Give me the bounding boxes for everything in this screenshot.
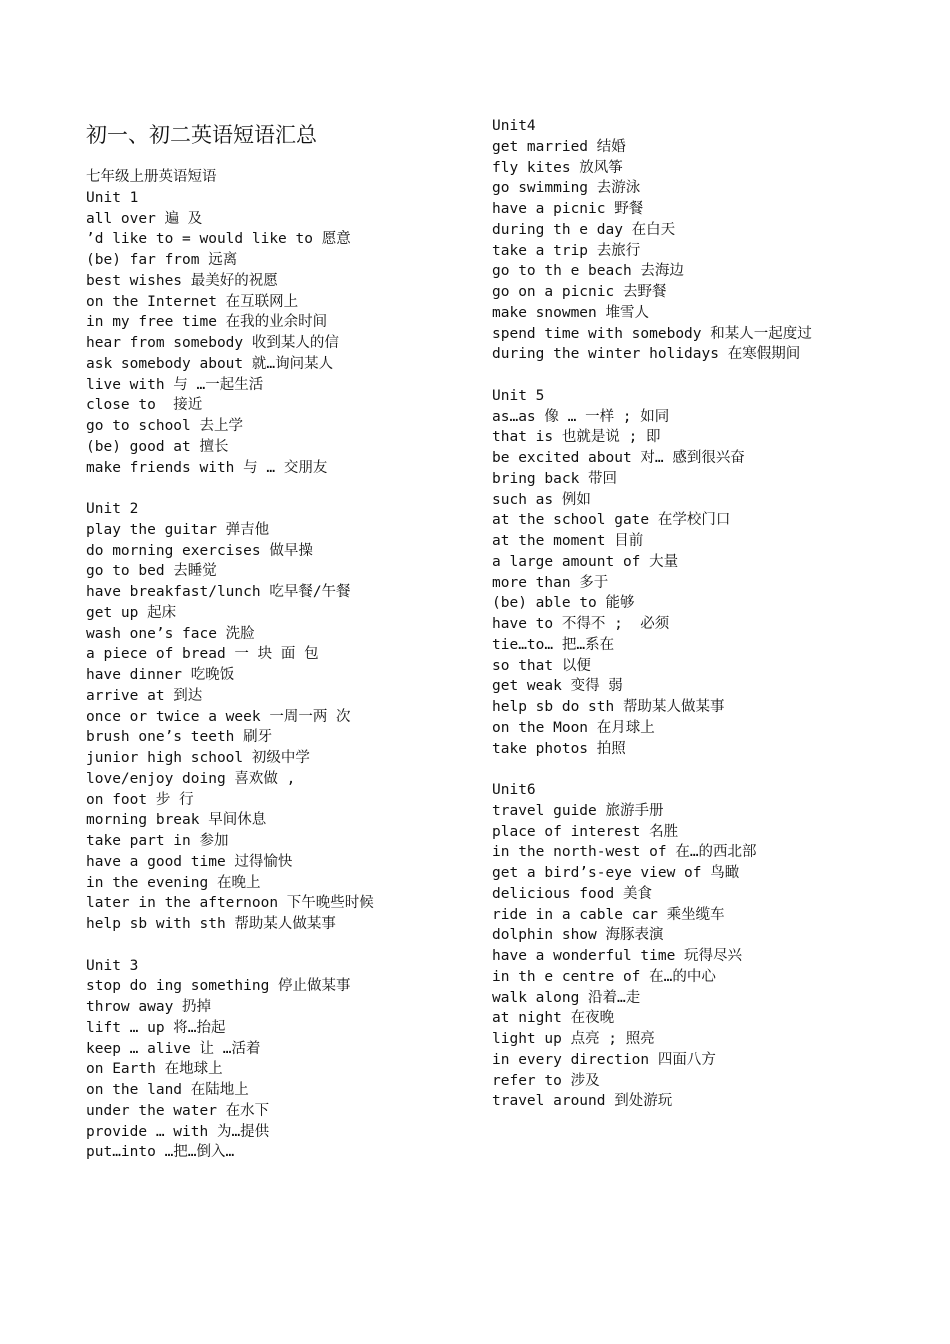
phrase-line: get up 起床 bbox=[86, 604, 177, 621]
phrase-line: spend time with somebody 和某人一起度过 bbox=[492, 325, 812, 342]
phrase-line: (be) able to 能够 bbox=[492, 595, 635, 612]
phrase-line: bring back 带回 bbox=[492, 470, 618, 487]
phrase-line: love/enjoy doing 喜欢做 , bbox=[86, 770, 296, 787]
phrase-line: junior high school 初级中学 bbox=[86, 750, 310, 766]
phrase-line: at night 在夜晚 bbox=[492, 1010, 615, 1027]
blank-line bbox=[86, 935, 466, 956]
phrase-line: close to 接近 bbox=[86, 397, 203, 414]
phrase-line: have a good time 过得愉快 bbox=[86, 853, 293, 870]
phrase-line: later in the afternoon 下午晚些时候 bbox=[86, 895, 374, 912]
phrase-line: make friends with 与 … 交朋友 bbox=[86, 459, 328, 476]
phrase-line: walk along 沿着…走 bbox=[492, 989, 641, 1006]
blank-line bbox=[492, 365, 932, 386]
phrase-line: go to school 去上学 bbox=[86, 418, 243, 434]
phrase-line: ’d like to = would like to 愿意 bbox=[86, 231, 351, 248]
phrase-line: (be) far from 远离 bbox=[86, 252, 238, 268]
phrase-line: make snowmen 堆雪人 bbox=[492, 304, 649, 321]
phrase-line: light up 点亮 ; 照亮 bbox=[492, 1031, 655, 1047]
phrase-line: all over 遍 及 bbox=[86, 210, 203, 227]
phrase-line: take photos 拍照 bbox=[492, 740, 626, 757]
page-title: 初一、初二英语短语汇总 bbox=[86, 123, 317, 147]
phrase-line: have breakfast/lunch 吃早餐/午餐 bbox=[86, 584, 351, 600]
phrase-line: at the moment 目前 bbox=[492, 533, 644, 549]
phrase-line: have a picnic 野餐 bbox=[492, 201, 644, 217]
phrase-line: put…into …把…倒入… bbox=[86, 1144, 235, 1161]
phrase-line: brush one’s teeth 刷牙 bbox=[86, 729, 273, 746]
phrase-line: travel guide 旅游手册 bbox=[492, 802, 664, 819]
phrase-line: live with 与 …一起生活 bbox=[86, 376, 264, 393]
phrase-line: (be) good at 擅长 bbox=[86, 438, 229, 455]
phrase-line: get weak 变得 弱 bbox=[492, 678, 623, 695]
unit-heading: Unit 2 bbox=[86, 501, 139, 517]
phrase-line: take a trip 去旅行 bbox=[492, 242, 641, 259]
phrase-line: be excited about 对… 感到很兴奋 bbox=[492, 450, 745, 466]
phrase-line: go to th e beach 去海边 bbox=[492, 263, 684, 280]
phrase-line: a large amount of 大量 bbox=[492, 553, 679, 570]
unit-heading: Unit 3 bbox=[86, 957, 139, 974]
phrase-line: on foot 步 行 bbox=[86, 791, 194, 808]
phrase-line: arrive at 到达 bbox=[86, 687, 203, 704]
phrase-line: as…as 像 … 一样 ; 如同 bbox=[492, 408, 670, 425]
blank-line bbox=[86, 478, 466, 499]
unit-heading: Unit4 bbox=[492, 118, 536, 134]
phrase-line: go on a picnic 去野餐 bbox=[492, 284, 667, 300]
phrase-line: once or twice a week 一周一两 次 bbox=[86, 708, 351, 725]
phrase-line: delicious food 美食 bbox=[492, 885, 652, 902]
phrase-line: get married 结婚 bbox=[492, 138, 626, 155]
phrase-line: such as 例如 bbox=[492, 491, 591, 508]
phrase-line: fly kites 放风筝 bbox=[492, 159, 623, 176]
phrase-line: lift … up 将…抬起 bbox=[86, 1019, 226, 1036]
phrase-line: best wishes 最美好的祝愿 bbox=[86, 272, 278, 289]
phrase-line: during th e day 在白天 bbox=[492, 221, 676, 238]
phrase-line: go swimming 去游泳 bbox=[492, 180, 641, 197]
phrase-line: keep … alive 让 …活着 bbox=[86, 1040, 261, 1057]
phrase-line: have dinner 吃晚饭 bbox=[86, 667, 235, 683]
phrase-line: help sb do sth 帮助某人做某事 bbox=[492, 699, 725, 715]
phrase-line: help sb with sth 帮助某人做某事 bbox=[86, 916, 336, 932]
phrase-line: morning break 早间休息 bbox=[86, 812, 267, 829]
phrase-line: have a wonderful time 玩得尽兴 bbox=[492, 948, 743, 964]
phrase-line: in every direction 四面八方 bbox=[492, 1051, 716, 1068]
phrase-line: tie…to… 把…系在 bbox=[492, 636, 615, 653]
phrase-line: place of interest 名胜 bbox=[492, 823, 679, 840]
phrase-line: in my free time 在我的业余时间 bbox=[86, 314, 328, 331]
phrase-line: throw away 扔掉 bbox=[86, 999, 212, 1015]
phrase-line: get a bird’s-eye view of 鸟瞰 bbox=[492, 865, 740, 881]
phrase-line: dolphin show 海豚表演 bbox=[492, 927, 664, 944]
phrase-line: in the north-west of 在…的西北部 bbox=[492, 844, 757, 861]
left-column bbox=[86, 167, 466, 1163]
phrase-line: travel around 到处游玩 bbox=[492, 1093, 673, 1110]
phrase-line: do morning exercises 做早操 bbox=[86, 542, 313, 559]
phrase-line: under the water 在水下 bbox=[86, 1102, 270, 1119]
section-heading: 七年级上册英语短语 bbox=[86, 169, 217, 185]
phrase-line: refer to 涉及 bbox=[492, 1072, 600, 1089]
phrase-line: hear from somebody 收到某人的信 bbox=[86, 335, 339, 351]
phrase-line: more than 多于 bbox=[492, 574, 609, 591]
unit-heading: Unit 1 bbox=[86, 189, 139, 206]
phrase-line: so that 以便 bbox=[492, 657, 591, 674]
phrase-line: have to 不得不 ; 必须 bbox=[492, 616, 670, 632]
phrase-line: go to bed 去睡觉 bbox=[86, 563, 217, 580]
phrase-line: at the school gate 在学校门口 bbox=[492, 512, 731, 529]
phrase-line: ask somebody about 就…询问某人 bbox=[86, 355, 334, 372]
unit-heading: Unit 5 bbox=[492, 387, 545, 404]
phrase-line: in th e centre of 在…的中心 bbox=[492, 968, 716, 985]
phrase-line: a piece of bread 一 块 面 包 bbox=[86, 646, 319, 663]
phrase-line: that is 也就是说 ; 即 bbox=[492, 429, 661, 446]
right-column bbox=[492, 116, 932, 1112]
phrase-line: on the Internet 在互联网上 bbox=[86, 293, 299, 310]
phrase-line: on the land 在陆地上 bbox=[86, 1082, 249, 1098]
phrase-line: wash one’s face 洗脸 bbox=[86, 625, 255, 642]
unit-heading: Unit6 bbox=[492, 782, 536, 798]
phrase-line: take part in 参加 bbox=[86, 833, 229, 849]
phrase-line: on the Moon 在月球上 bbox=[492, 719, 655, 736]
phrase-line: stop do ing something 停止做某事 bbox=[86, 978, 351, 995]
phrase-line: provide … with 为…提供 bbox=[86, 1123, 270, 1140]
phrase-line: ride in a cable car 乘坐缆车 bbox=[492, 906, 725, 923]
phrase-line: during the winter holidays 在寒假期间 bbox=[492, 346, 801, 363]
phrase-line: play the guitar 弹吉他 bbox=[86, 521, 270, 538]
phrase-line: in the evening 在晚上 bbox=[86, 874, 261, 891]
phrase-line: on Earth 在地球上 bbox=[86, 1061, 223, 1078]
blank-line bbox=[492, 759, 932, 780]
